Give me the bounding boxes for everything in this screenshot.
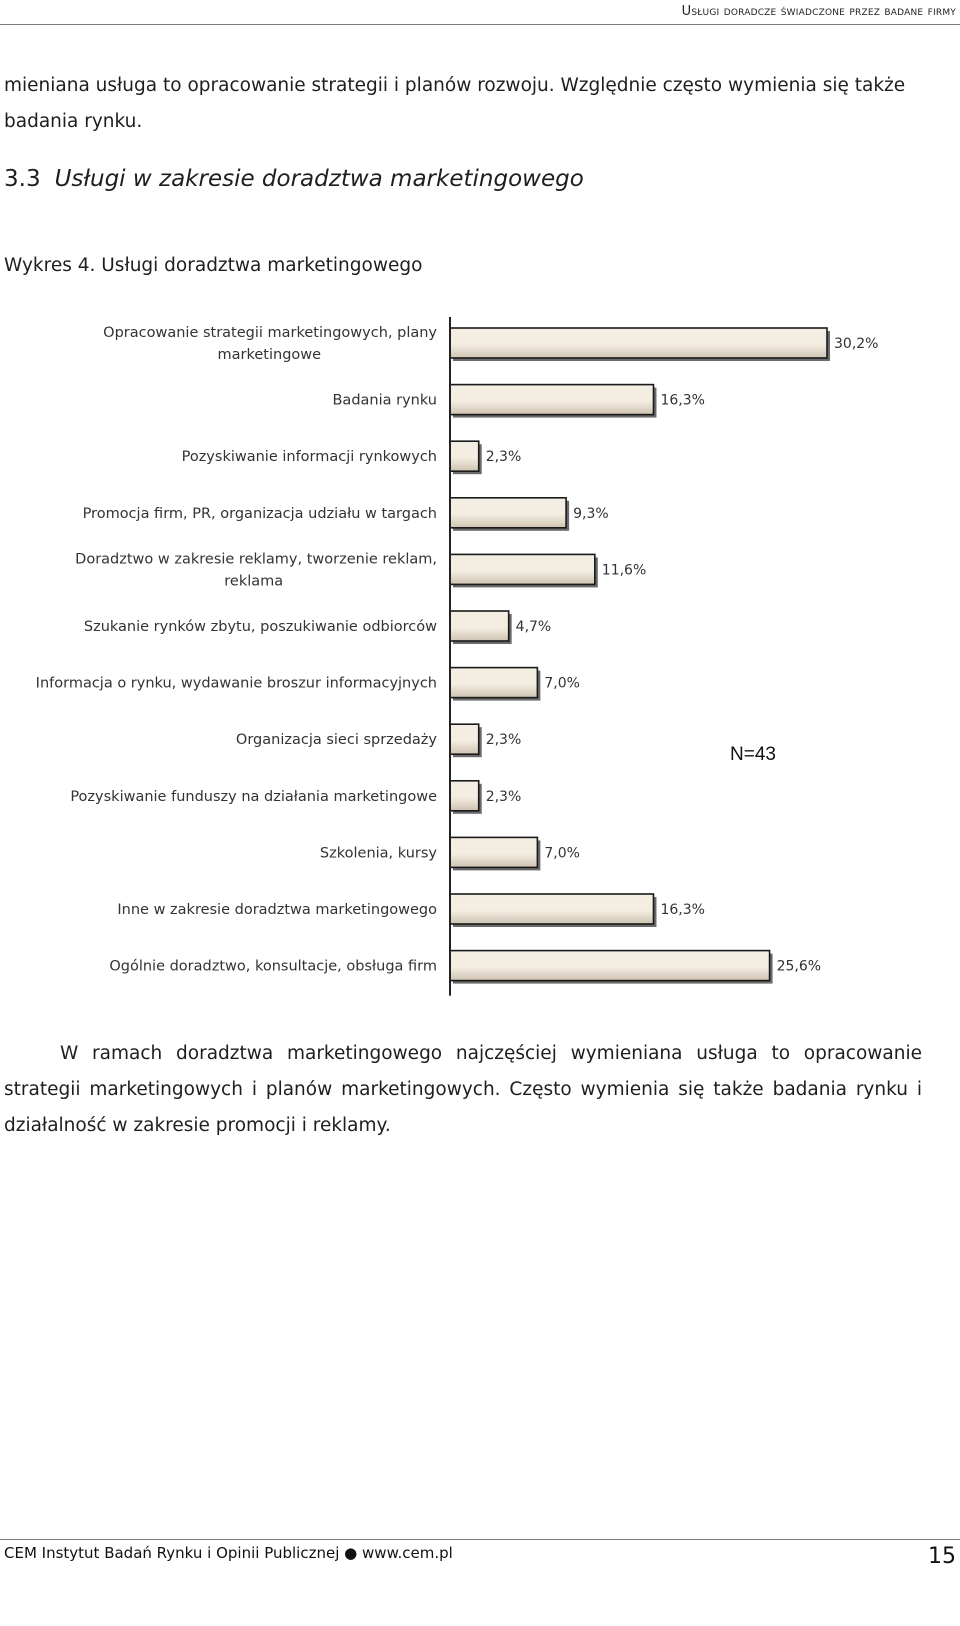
category-label: Szukanie rynków zbytu, poszukiwanie odbiorców — [83, 619, 437, 635]
section-heading — [4, 166, 584, 192]
paragraph-top: mieniana usługa to opracowanie strategii i planów rozwoju. Względnie często wymienia się także badania rynku. — [4, 75, 906, 132]
category-label: Doradztwo w zakresie reklamy, tworzenie reklam, — [75, 551, 437, 568]
sample-size-annotation: N=43 — [730, 744, 776, 765]
header-rule — [0, 24, 960, 25]
bar — [450, 781, 479, 811]
section-number: 3.3 — [4, 166, 41, 192]
running-header — [682, 4, 956, 19]
bar — [450, 498, 566, 528]
bar-value-label: 11,6% — [601, 562, 647, 579]
bar-value-label: 16,3% — [660, 392, 705, 409]
bar — [450, 894, 653, 924]
category-label: Pozyskiwanie informacji rynkowych — [181, 449, 437, 466]
category-label: Inne w zakresie doradztwa marketingowego — [117, 902, 437, 918]
bar — [450, 328, 827, 358]
bar-value-label: 2,3% — [485, 449, 522, 466]
footer-institute: CEM Instytut Badań Rynku i Opinii Publicznej — [4, 1544, 340, 1562]
bar — [450, 668, 537, 698]
bar-value-label: 7,0% — [544, 845, 580, 862]
category-label: Organizacja sieci sprzedaży — [235, 732, 437, 749]
bar — [450, 951, 770, 981]
chart-title: Wykres 4. Usługi doradztwa marketingowego — [4, 255, 423, 276]
bar — [450, 554, 595, 584]
category-label: Pozyskiwanie funduszy na działania marketingowe — [70, 788, 437, 805]
category-label: Informacja o rynku, wydawanie broszur informacyjnych — [35, 675, 437, 692]
bar — [450, 724, 479, 754]
bar-value-label: 2,3% — [485, 788, 522, 805]
category-label: Badania rynku — [332, 392, 437, 409]
section-title: Usługi w zakresie doradztwa marketingowego — [54, 166, 584, 192]
running-header-initial: U — [681, 4, 692, 19]
bar-value-label: 30,2% — [834, 336, 879, 352]
bar-value-label: 2,3% — [485, 732, 522, 749]
bar — [450, 611, 509, 641]
bar-chart — [0, 300, 940, 1010]
bar-value-label: 7,0% — [544, 675, 580, 692]
bar — [450, 441, 479, 471]
bar-value-label: 25,6% — [776, 958, 822, 975]
bar-value-label: 16,3% — [660, 902, 705, 918]
paragraph-bottom — [4, 1036, 922, 1144]
category-label: Szkolenia, kursy — [319, 845, 437, 862]
bullet-icon: ● — [344, 1544, 358, 1562]
category-label: marketingowe — [217, 347, 322, 363]
category-label: Promocja firm, PR, organizacja udziału w targach — [82, 505, 437, 522]
category-label: reklama — [224, 573, 284, 590]
bar-value-label: 4,7% — [515, 619, 552, 635]
footer-institute-line — [4, 1544, 453, 1562]
category-label: Opracowanie strategii marketingowych, plany — [103, 325, 437, 341]
footer-rule — [0, 1539, 960, 1540]
bar — [450, 385, 653, 415]
page-number: 15 — [928, 1544, 956, 1569]
bar — [450, 837, 537, 867]
running-header-text: sługi doradcze świadczone przez badane firmy — [691, 4, 956, 19]
bar-value-label: 9,3% — [573, 505, 609, 522]
category-label: Ogólnie doradztwo, konsultacje, obsługa firm — [109, 958, 437, 975]
paragraph-bottom-text: W ramach doradztwa marketingowego najczęściej wymieniana usługa to opracowanie strategii marketingowych i planów marketingowych. Często wymienia się także badania rynku i działalność w zakresie promocji i reklamy. — [4, 1043, 922, 1136]
footer-url: www.cem.pl — [362, 1544, 453, 1562]
